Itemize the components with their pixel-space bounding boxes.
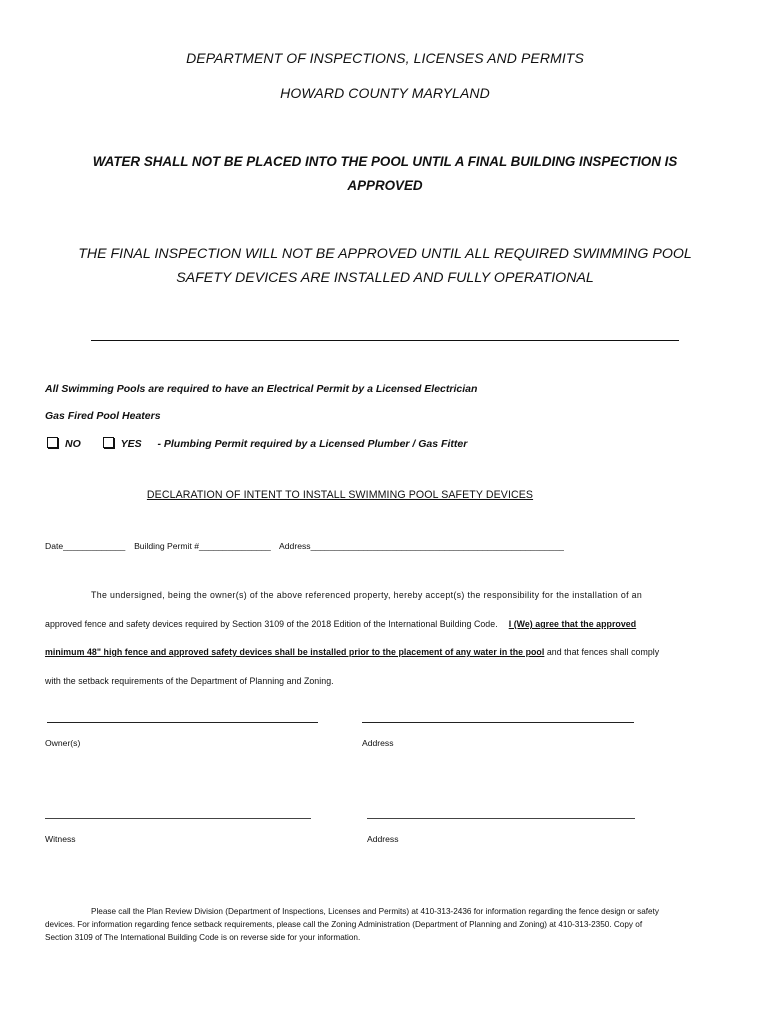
- warning-inspection-line1: THE FINAL INSPECTION WILL NOT BE APPROVED UNTIL ALL REQUIRED SWIMMING POOL: [78, 246, 692, 262]
- declaration-title: DECLARATION OF INTENT TO INSTALL SWIMMING POOL SAFETY DEVICES: [146, 489, 534, 501]
- witness-label: Witness: [45, 834, 76, 844]
- paragraph-line2-text: approved fence and safety devices required by Section 3109 of the 2018 Edition of the International Building Code.: [45, 619, 498, 629]
- declaration-paragraph-line2: [45, 619, 636, 629]
- declaration-paragraph-line3: [45, 647, 659, 657]
- plumbing-permit-note: - Plumbing Permit required by a Licensed Plumber / Gas Fitter: [157, 438, 468, 450]
- yes-checkbox[interactable]: [103, 437, 114, 448]
- owner-address-line[interactable]: [362, 722, 634, 723]
- paragraph-line3-text: and that fences shall comply: [544, 647, 660, 657]
- yes-label: YES: [120, 438, 142, 450]
- no-label: NO: [65, 438, 81, 450]
- witness-address-line[interactable]: [367, 818, 635, 819]
- witness-signature-line[interactable]: [45, 818, 311, 819]
- permit-info-row: [45, 541, 564, 551]
- agreement-text-bold: minimum 48" high fence and approved safety devices shall be installed prior to the placement of any water in the pool: [45, 647, 545, 657]
- building-permit-field[interactable]: Building Permit #_______________: [134, 541, 271, 551]
- section-divider: [91, 340, 679, 341]
- no-checkbox[interactable]: [47, 437, 58, 448]
- address-field[interactable]: Address_____________________________________________________: [279, 541, 564, 551]
- declaration-paragraph-line1: The undersigned, being the owner(s) of the above referenced property, hereby accept(s) the responsibility for the installation of an: [91, 590, 643, 600]
- owner-signature-line[interactable]: [47, 722, 318, 723]
- department-title: DEPARTMENT OF INSPECTIONS, LICENSES AND PERMITS: [186, 50, 584, 66]
- agreement-text-start: I (We) agree that the approved: [508, 619, 637, 629]
- owner-address-label: Address: [362, 738, 394, 748]
- footer-line1: Please call the Plan Review Division (Department of Inspections, Licenses and Permits) at 410-313-2436 for information regarding the fence design or safety: [91, 907, 659, 916]
- warning-inspection-line2: SAFETY DEVICES ARE INSTALLED AND FULLY OPERATIONAL: [176, 270, 594, 286]
- witness-address-label: Address: [367, 834, 399, 844]
- gas-heaters-label: Gas Fired Pool Heaters: [45, 410, 161, 422]
- footer-line2: devices. For information regarding fence setback requirements, please call the Zoning Administration (Department of Planning and Zoning) at 410-313-2350. Copy of: [45, 920, 643, 929]
- owner-label: Owner(s): [45, 738, 81, 748]
- warning-water-line1: WATER SHALL NOT BE PLACED INTO THE POOL UNTIL A FINAL BUILDING INSPECTION IS: [92, 154, 678, 169]
- date-field[interactable]: Date_____________: [45, 541, 126, 551]
- gas-heater-options: [47, 437, 467, 450]
- declaration-paragraph-line4: with the setback requirements of the Department of Planning and Zoning.: [45, 676, 334, 686]
- warning-water-line2: APPROVED: [347, 178, 423, 193]
- county-title: HOWARD COUNTY MARYLAND: [280, 85, 490, 101]
- electrical-permit-note: All Swimming Pools are required to have an Electrical Permit by a Licensed Electrician: [45, 383, 478, 395]
- footer-line3: Section 3109 of The International Building Code is on reverse side for your information.: [45, 933, 361, 942]
